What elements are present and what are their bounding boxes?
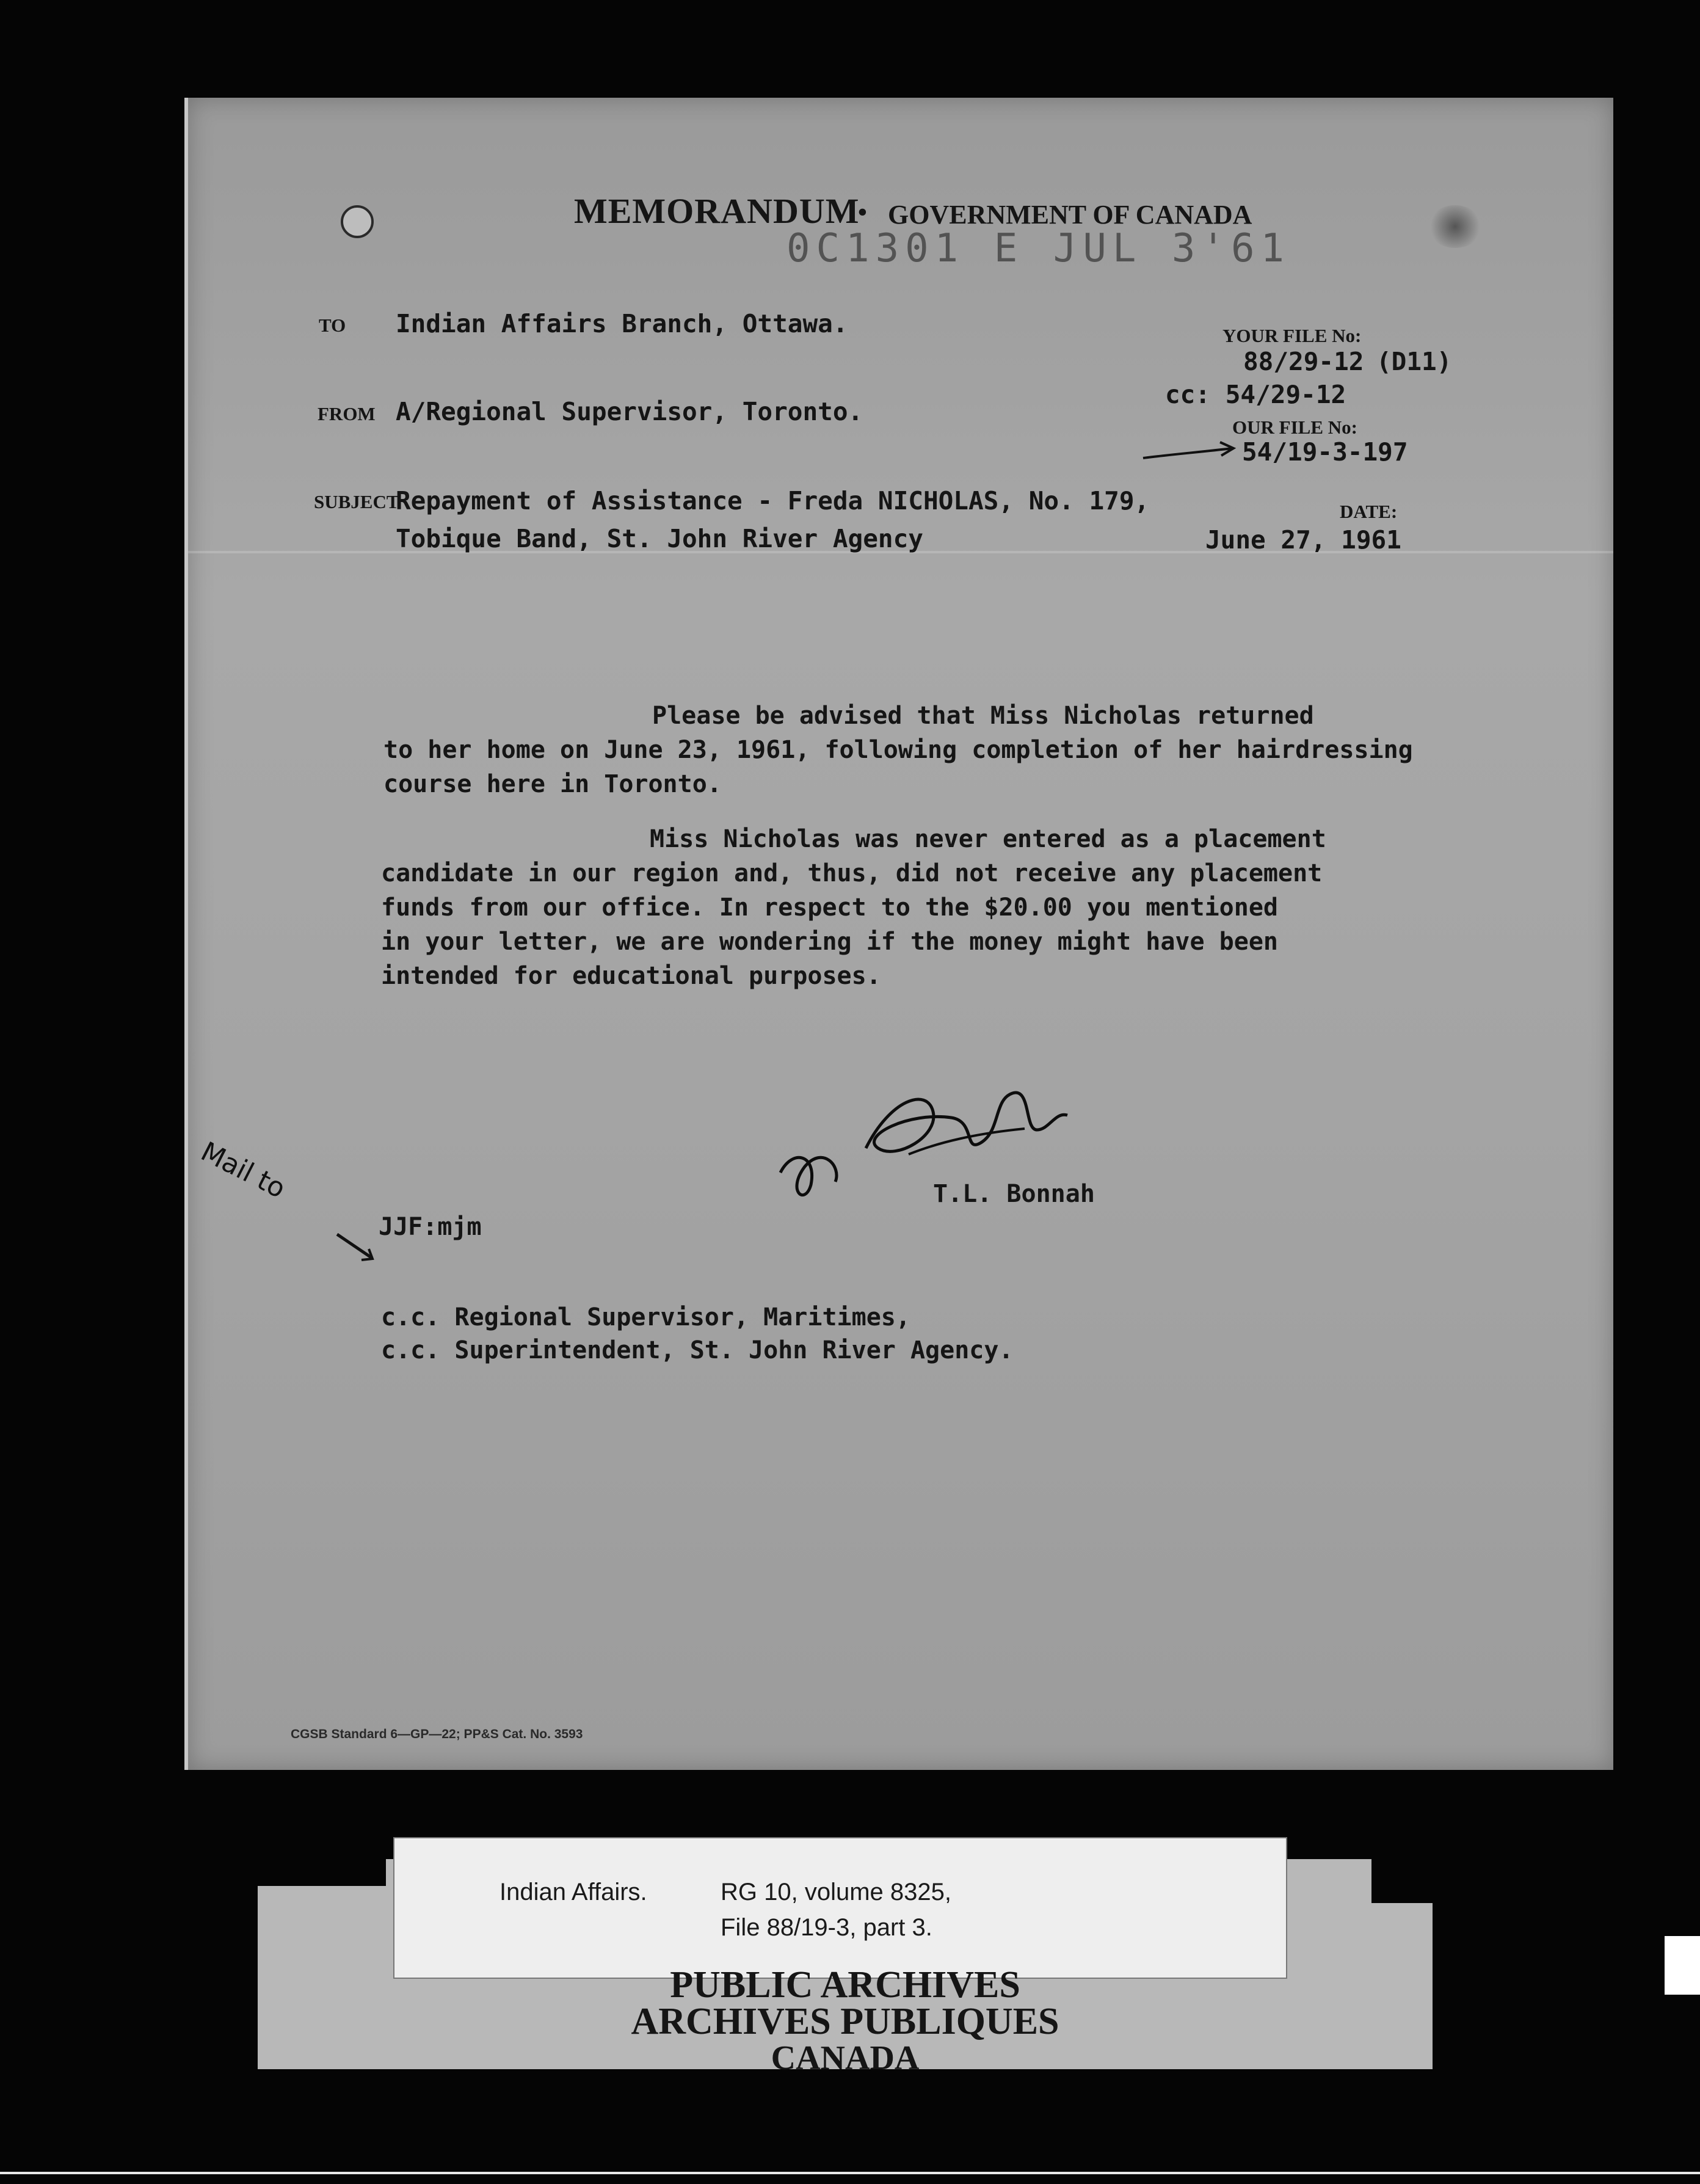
received-date-stamp: 0C1301 E JUL 3'61 — [786, 226, 1291, 271]
cc-line: c.c. Superintendent, St. John River Agency. — [381, 1336, 1014, 1364]
your-file-label: YOUR FILE No: — [1222, 325, 1362, 346]
film-edge-marker — [1665, 1936, 1700, 1995]
archive-country: CANADA — [771, 2039, 920, 2077]
your-file-suffix: (D11) — [1376, 347, 1452, 376]
tab-notch — [1371, 1859, 1433, 1903]
punch-hole-mark — [341, 205, 374, 238]
tab-notch — [258, 1859, 386, 1886]
from-value: A/Regional Supervisor, Toronto. — [396, 397, 863, 426]
subject-line: Repayment of Assistance - Freda NICHOLAS, No. 179, — [396, 486, 1150, 515]
handwritten-arrow-icon — [335, 1231, 383, 1267]
to-value: Indian Affairs Branch, Ottawa. — [396, 309, 848, 338]
body-line: course here in Toronto. — [383, 770, 722, 798]
memo-page — [184, 98, 1613, 1770]
archive-tab — [258, 1859, 1433, 2077]
subject-label: SUBJECT — [314, 491, 399, 512]
our-file-number: 54/19-3-197 — [1242, 437, 1408, 467]
department-name: GOVERNMENT OF CANADA — [888, 200, 1252, 230]
film-edge-strip — [0, 2172, 1700, 2174]
body-line: Miss Nicholas was never entered as a placement — [650, 825, 1326, 853]
handwritten-arrow-icon — [1141, 440, 1238, 464]
body-line: to her home on June 23, 1961, following completion of her hairdressing — [383, 736, 1413, 764]
body-line: intended for educational purposes. — [381, 962, 881, 990]
your-file-number: 88/29-12 — [1243, 347, 1364, 376]
archive-name-french: ARCHIVES PUBLIQUES — [631, 2001, 1059, 2042]
cc-line: c.c. Regional Supervisor, Maritimes, — [381, 1303, 910, 1331]
signer-name: T.L. Bonnah — [933, 1180, 1095, 1208]
archive-volume: RG 10, volume 8325, — [721, 1879, 951, 1906]
archive-file: File 88/19-3, part 3. — [721, 1914, 932, 1941]
from-label: FROM — [318, 403, 376, 424]
cc-file-number: cc: 54/29-12 — [1165, 380, 1346, 409]
subject-line: Tobique Band, St. John River Agency — [396, 524, 923, 553]
body-line: candidate in our region and, thus, did not receive any placement — [381, 859, 1323, 887]
title-bullet: • — [857, 196, 868, 228]
body-line: in your letter, we are wondering if the money might have been — [381, 928, 1279, 956]
date-label: DATE: — [1340, 501, 1398, 522]
body-line: funds from our office. In respect to the $20.00 you mentioned — [381, 894, 1279, 922]
date-value: June 27, 1961 — [1205, 525, 1401, 555]
our-file-label: OUR FILE No: — [1232, 417, 1357, 438]
form-code: CGSB Standard 6—GP—22; PP&S Cat. No. 3593 — [291, 1727, 583, 1741]
archive-series: Indian Affairs. — [499, 1879, 647, 1906]
handwritten-mail-to-note: Mail to — [195, 1136, 291, 1205]
typist-initials: JJF:mjm — [379, 1213, 482, 1241]
body-line: Please be advised that Miss Nicholas returned — [652, 702, 1314, 730]
archive-reference-card — [393, 1837, 1287, 1979]
memo-title: MEMORANDUM — [574, 191, 860, 231]
ink-smudge — [1428, 205, 1483, 248]
archive-name-english: PUBLIC ARCHIVES — [670, 1964, 1020, 2006]
to-label: TO — [319, 315, 346, 336]
